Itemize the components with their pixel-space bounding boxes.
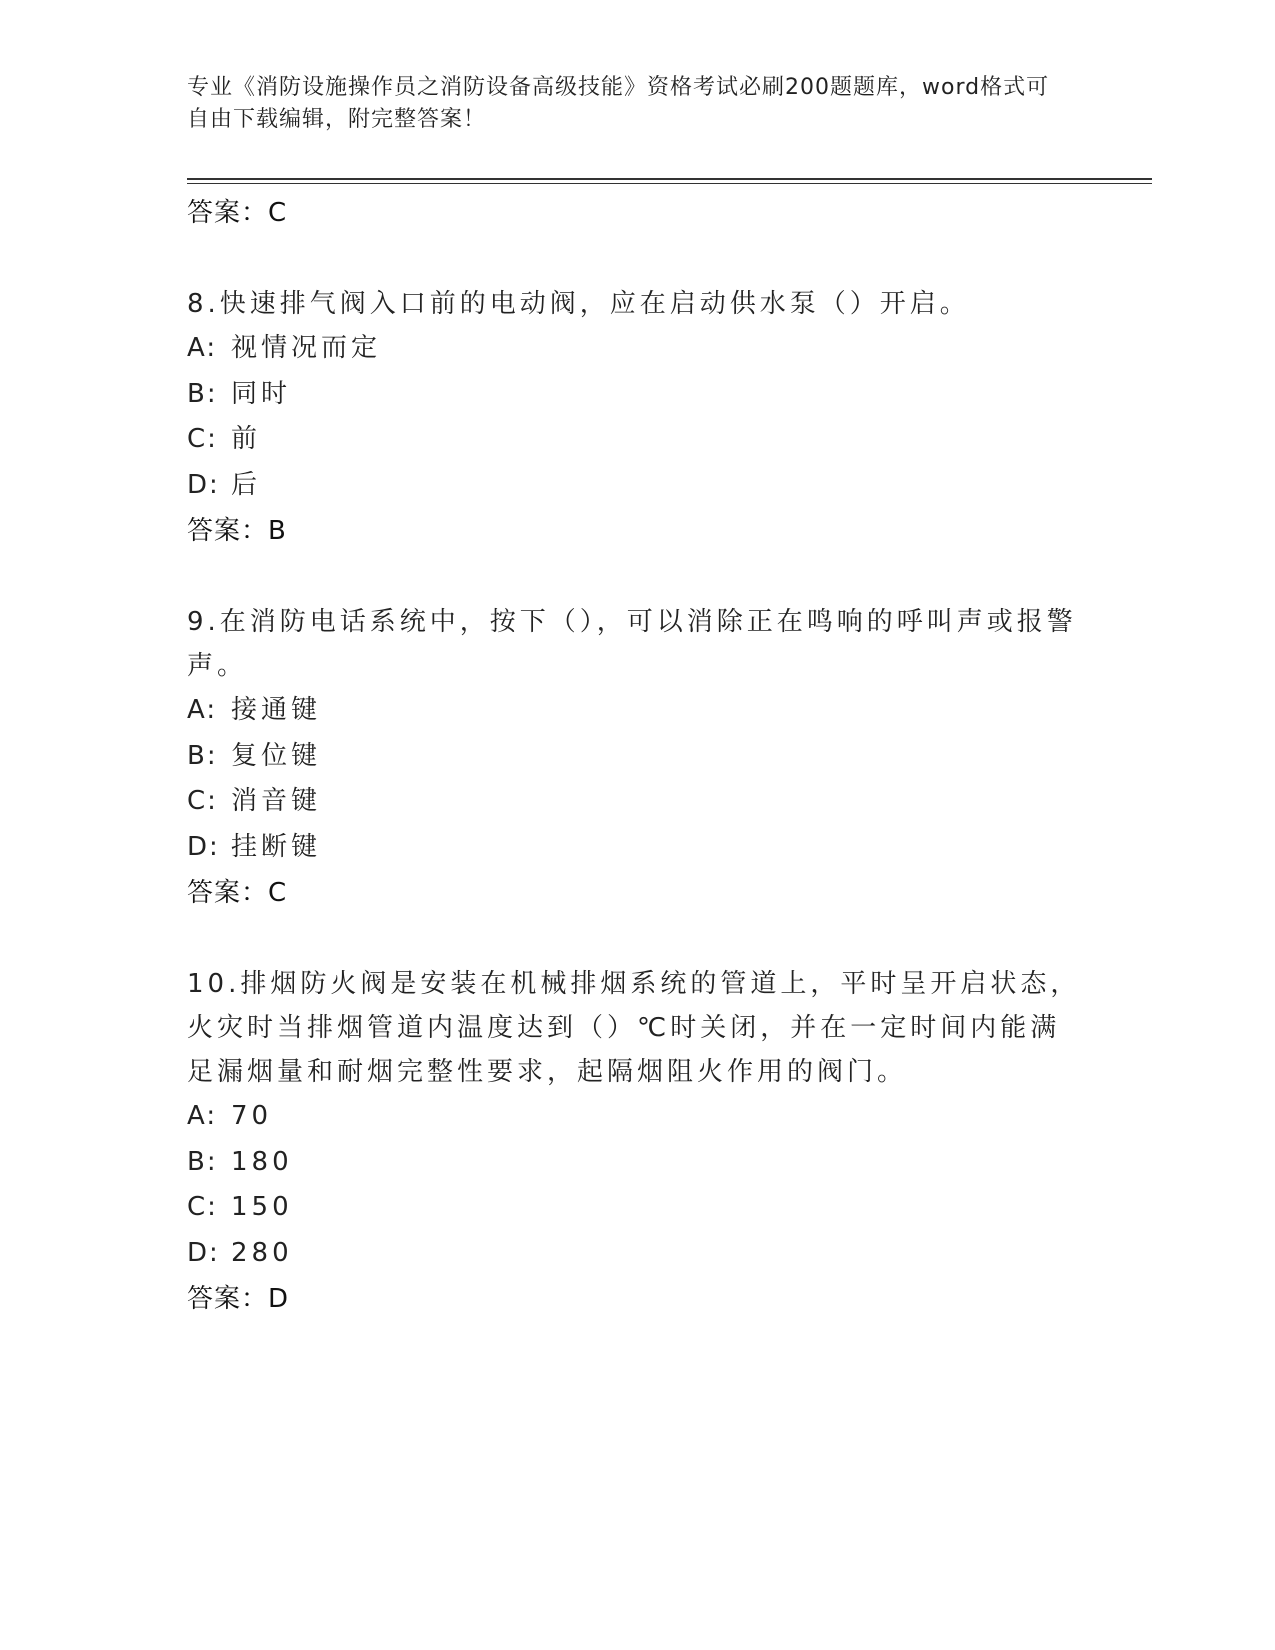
option-a bbox=[187, 326, 1087, 372]
option-text: 前 bbox=[231, 424, 262, 454]
answer-line: 答案：C bbox=[187, 878, 288, 908]
option-text: 消音键 bbox=[231, 786, 322, 816]
question-text: 9.在消防电话系统中，按下（），可以消除正在鸣响的呼叫声或报警声。 bbox=[187, 607, 1077, 681]
option-letter: B: bbox=[187, 740, 218, 771]
answer-line: 答案：C bbox=[187, 198, 288, 228]
option-text: 接通键 bbox=[231, 695, 322, 725]
document-header: 专业《消防设施操作员之消防设备高级技能》资格考试必刷200题题库，word格式可自由下载编辑，附完整答案！ bbox=[187, 75, 1050, 132]
option-letter: D: bbox=[187, 1237, 220, 1268]
option-c bbox=[187, 417, 1087, 463]
question-text: 8.快速排气阀入口前的电动阀，应在启动供水泵（）开启。 bbox=[187, 289, 970, 319]
option-b bbox=[187, 734, 1087, 780]
header-divider-thick bbox=[187, 178, 1152, 180]
option-letter: D: bbox=[187, 469, 220, 500]
option-c bbox=[187, 1185, 1087, 1231]
option-text: 复位键 bbox=[231, 740, 322, 771]
option-d bbox=[187, 825, 1087, 871]
option-b bbox=[187, 1140, 1087, 1186]
answer-line: 答案：B bbox=[187, 516, 287, 546]
option-a bbox=[187, 1094, 1087, 1140]
option-letter: B: bbox=[187, 378, 218, 409]
option-letter: B: bbox=[187, 1146, 218, 1177]
option-letter: A: bbox=[187, 1101, 218, 1131]
option-b bbox=[187, 372, 1087, 418]
question-list bbox=[187, 190, 1087, 1322]
option-letter: A: bbox=[187, 333, 218, 363]
option-text: 280 bbox=[231, 1237, 293, 1268]
option-a bbox=[187, 688, 1087, 734]
option-d bbox=[187, 463, 1087, 509]
option-d bbox=[187, 1231, 1087, 1277]
option-letter: C: bbox=[187, 1192, 218, 1222]
option-c bbox=[187, 779, 1087, 825]
option-text: 挂断键 bbox=[231, 831, 322, 862]
option-letter: C: bbox=[187, 786, 218, 816]
header-divider-thin bbox=[187, 183, 1152, 184]
option-text: 后 bbox=[231, 469, 262, 500]
option-text: 视情况而定 bbox=[231, 333, 382, 363]
option-letter: D: bbox=[187, 831, 220, 862]
answer-line: 答案：D bbox=[187, 1284, 290, 1314]
option-letter: C: bbox=[187, 424, 218, 454]
question-text: 10.排烟防火阀是安装在机械排烟系统的管道上，平时呈开启状态，火灾时当排烟管道内温度达到（）℃时关闭，并在一定时间内能满足漏烟量和耐烟完整性要求，起隔烟阻火作用的阀门。 bbox=[187, 969, 1081, 1087]
option-text: 150 bbox=[231, 1192, 293, 1222]
option-letter: A: bbox=[187, 695, 218, 725]
option-text: 180 bbox=[231, 1146, 293, 1177]
option-text: 同时 bbox=[231, 378, 292, 409]
option-text: 70 bbox=[231, 1101, 273, 1131]
